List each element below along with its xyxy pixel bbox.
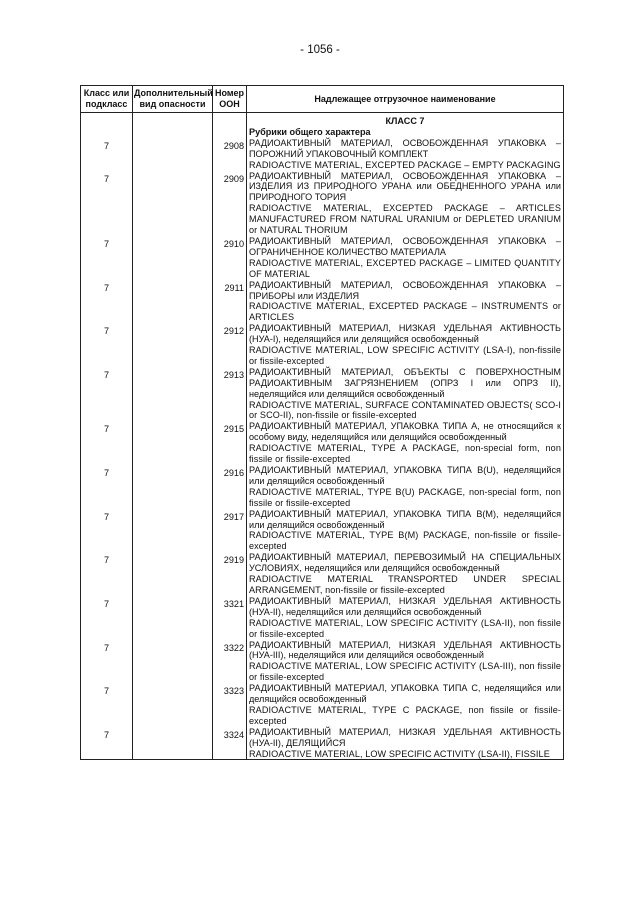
- shipping-name-ru: РАДИОАКТИВНЫЙ МАТЕРИАЛ, УПАКОВКА ТИПА А, не относящийся к особому виду, неделящийся или делящийся освобожденный: [249, 421, 561, 443]
- shipping-name-cell: [247, 367, 564, 422]
- un-number-cell: 2916: [213, 465, 247, 509]
- un-number-cell: 2913: [213, 367, 247, 422]
- shipping-name-ru: РАДИОАКТИВНЫЙ МАТЕРИАЛ, НИЗКАЯ УДЕЛЬНАЯ АКТИВНОСТЬ (НУА-II), ДЕЛЯЩИЙСЯ: [249, 726, 561, 748]
- class-cell: 7: [81, 138, 133, 171]
- un-number-cell: 2919: [213, 552, 247, 596]
- shipping-name-cell: [247, 323, 564, 367]
- un-number-cell: 2917: [213, 509, 247, 553]
- subsidiary-risk-cell: [133, 683, 213, 727]
- table-row: [81, 323, 564, 367]
- class-heading-row: [81, 113, 564, 138]
- class-cell: 7: [81, 280, 133, 324]
- shipping-name-ru: РАДИОАКТИВНЫЙ МАТЕРИАЛ, УПАКОВКА ТИПА С, неделящийся или делящийся освобожденный: [249, 683, 561, 705]
- shipping-name-ru: РАДИОАКТИВНЫЙ МАТЕРИАЛ, ОБЪЕКТЫ С ПОВЕРХНОСТНЫМ РАДИОАКТИВНЫМ ЗАГРЯЗНЕНИЕМ (ОПРЗ I или ОПРЗ II), неделящийся или делящийся освобожденный: [249, 366, 561, 399]
- page-number: - 1056 -: [300, 44, 340, 56]
- shipping-name-en: RADIOACTIVE MATERIAL, TYPE B(U) PACKAGE, non-special form, non fissile or fissile-excepted: [249, 486, 561, 508]
- shipping-name-cell: [247, 596, 564, 640]
- subsidiary-risk-cell: [133, 421, 213, 465]
- class-cell: 7: [81, 421, 133, 465]
- dangerous-goods-table: [80, 85, 564, 760]
- shipping-name-cell: [247, 509, 564, 553]
- table-row: [81, 236, 564, 280]
- shipping-name-en: RADIOACTIVE MATERIAL, LOW SPECIFIC ACTIVITY (LSA-II), non fissile or fissile-excepted: [249, 617, 561, 639]
- un-number-cell: 3321: [213, 596, 247, 640]
- shipping-name-ru: РАДИОАКТИВНЫЙ МАТЕРИАЛ, НИЗКАЯ УДЕЛЬНАЯ АКТИВНОСТЬ (НУА-III), неделящийся или делящийся освобожденный: [249, 639, 561, 661]
- shipping-name-en: RADIOACTIVE MATERIAL, EXCEPTED PACKAGE – EMPTY PACKAGING: [249, 159, 561, 170]
- shipping-name-en: RADIOACTIVE MATERIAL, TYPE B(M) PACKAGE, non-fissile or fissile-excepted: [249, 530, 561, 552]
- subsidiary-risk-cell: [133, 323, 213, 367]
- un-number-cell: 2908: [213, 138, 247, 171]
- subsidiary-risk-cell: [133, 727, 213, 760]
- shipping-name-cell: [247, 465, 564, 509]
- un-number-cell: 3324: [213, 727, 247, 760]
- shipping-name-cell: [247, 138, 564, 171]
- shipping-name-en: RADIOACTIVE MATERIAL, TYPE C PACKAGE, non fissile or fissile-excepted: [249, 704, 561, 726]
- shipping-name-ru: РАДИОАКТИВНЫЙ МАТЕРИАЛ, НИЗКАЯ УДЕЛЬНАЯ АКТИВНОСТЬ (НУА-II), неделящийся или делящийся освобожденный: [249, 595, 561, 617]
- shipping-name-ru: РАДИОАКТИВНЫЙ МАТЕРИАЛ, УПАКОВКА ТИПА В(U), неделящийся или делящийся освобожденный: [249, 465, 561, 486]
- subsidiary-risk-cell: [133, 280, 213, 324]
- table-row: [81, 509, 564, 553]
- class-cell: 7: [81, 727, 133, 760]
- shipping-name-cell: [247, 727, 564, 760]
- un-number-cell: 2910: [213, 236, 247, 280]
- table-row: [81, 683, 564, 727]
- un-number-cell: 3323: [213, 683, 247, 727]
- subsidiary-risk-cell: [133, 509, 213, 553]
- shipping-name-en: RADIOACTIVE MATERIAL, TYPE A PACKAGE, non-special form, non fissile or fissile-excepted: [249, 443, 561, 465]
- subsidiary-risk-cell: [133, 596, 213, 640]
- table-row: [81, 552, 564, 596]
- un-number-cell: 2911: [213, 280, 247, 324]
- shipping-name-en: RADIOACTIVE MATERIAL, LOW SPECIFIC ACTIVITY (LSA-III), non fissile or fissile-excepted: [249, 661, 561, 683]
- rubric-heading: Рубрики общего характера: [249, 126, 371, 137]
- shipping-name-en: RADIOACTIVE MATERIAL TRANSPORTED UNDER SPECIAL ARRANGEMENT, non-fissile or fissile-excepted: [249, 574, 561, 595]
- subsidiary-risk-cell: [133, 640, 213, 684]
- class-title: КЛАСС 7: [385, 116, 425, 126]
- subsidiary-risk-cell: [133, 138, 213, 171]
- shipping-name-cell: [247, 280, 564, 324]
- table-header-row: [81, 86, 564, 113]
- table-row: [81, 421, 564, 465]
- shipping-name-ru: РАДИОАКТИВНЫЙ МАТЕРИАЛ, ПЕРЕВОЗИМЫЙ НА СПЕЦИАЛЬНЫХ УСЛОВИЯХ, неделящийся или делящийся освобожденный: [249, 552, 561, 574]
- class-cell: 7: [81, 552, 133, 596]
- un-number-cell: 2912: [213, 323, 247, 367]
- class-cell: 7: [81, 236, 133, 280]
- subsidiary-risk-cell: [133, 367, 213, 422]
- shipping-name-ru: РАДИОАКТИВНЫЙ МАТЕРИАЛ, ОСВОБОЖДЕННАЯ УПАКОВКА – ОГРАНИЧЕННОЕ КОЛИЧЕСТВО МАТЕРИАЛА: [249, 235, 561, 257]
- class-cell: 7: [81, 323, 133, 367]
- shipping-name-ru: РАДИОАКТИВНЫЙ МАТЕРИАЛ, НИЗКАЯ УДЕЛЬНАЯ АКТИВНОСТЬ (НУА-I), неделящийся или делящийся освобожденный: [249, 323, 561, 345]
- un-number-cell: 2909: [213, 171, 247, 236]
- class-cell: 7: [81, 509, 133, 553]
- table-row: [81, 727, 564, 760]
- shipping-name-cell: [247, 236, 564, 280]
- shipping-name-en: RADIOACTIVE MATERIAL, LOW SPECIFIC ACTIVITY (LSA-II), FISSILE: [249, 748, 550, 759]
- shipping-name-en: RADIOACTIVE MATERIAL, SURFACE CONTAMINATED OBJECTS( SCO-I or SCO-II), non-fissile or fissile-excepted: [249, 399, 561, 421]
- class-cell: 7: [81, 367, 133, 422]
- shipping-name-en: RADIOACTIVE MATERIAL, LOW SPECIFIC ACTIVITY (LSA-I), non-fissile or fissile-excepted: [249, 345, 561, 366]
- shipping-name-cell: [247, 552, 564, 596]
- shipping-name-en: RADIOACTIVE MATERIAL, EXCEPTED PACKAGE – ARTICLES MANUFACTURED FROM NATURAL URANIUM or DEPLETED URANIUM or NATURAL THORIUM: [249, 203, 561, 236]
- shipping-name-en: RADIOACTIVE MATERIAL, EXCEPTED PACKAGE – INSTRUMENTS or ARTICLES: [249, 301, 561, 323]
- shipping-name-cell: [247, 421, 564, 465]
- table-row: [81, 138, 564, 171]
- shipping-name-cell: [247, 640, 564, 684]
- shipping-name-en: RADIOACTIVE MATERIAL, EXCEPTED PACKAGE – LIMITED QUANTITY OF MATERIAL: [249, 257, 561, 279]
- table-row: [81, 367, 564, 422]
- table-row: [81, 596, 564, 640]
- subsidiary-risk-cell: [133, 465, 213, 509]
- class-cell: 7: [81, 683, 133, 727]
- subsidiary-risk-cell: [133, 171, 213, 236]
- un-number-cell: 2915: [213, 421, 247, 465]
- class-cell: 7: [81, 171, 133, 236]
- table-row: [81, 640, 564, 684]
- class-cell: 7: [81, 596, 133, 640]
- table-row: [81, 171, 564, 236]
- table-row: [81, 280, 564, 324]
- shipping-name-cell: [247, 683, 564, 727]
- header-subsidiary-risk: Дополнительный вид опасности: [133, 86, 213, 113]
- header-shipping-name: Надлежащее отгрузочное наименование: [247, 86, 564, 113]
- header-un-number: Номер ООН: [213, 86, 247, 113]
- header-class: Класс или подкласс: [81, 86, 133, 113]
- shipping-name-ru: РАДИОАКТИВНЫЙ МАТЕРИАЛ, ОСВОБОЖДЕННАЯ УПАКОВКА – ПОРОЖНИЙ УПАКОВОЧНЫЙ КОМПЛЕКТ: [249, 137, 561, 159]
- shipping-name-ru: РАДИОАКТИВНЫЙ МАТЕРИАЛ, ОСВОБОЖДЕННАЯ УПАКОВКА – ПРИБОРЫ или ИЗДЕЛИЯ: [249, 279, 561, 301]
- un-number-cell: 3322: [213, 640, 247, 684]
- shipping-name-cell: [247, 171, 564, 236]
- class-cell: 7: [81, 465, 133, 509]
- table-row: [81, 465, 564, 509]
- subsidiary-risk-cell: [133, 236, 213, 280]
- shipping-name-ru: РАДИОАКТИВНЫЙ МАТЕРИАЛ, УПАКОВКА ТИПА В(М), неделящийся или делящийся освобожденный: [249, 508, 561, 530]
- subsidiary-risk-cell: [133, 552, 213, 596]
- shipping-name-ru: РАДИОАКТИВНЫЙ МАТЕРИАЛ, ОСВОБОЖДЕННАЯ УПАКОВКА – ИЗДЕЛИЯ ИЗ ПРИРОДНОГО УРАНА или ОБЕДНЕННОГО УРАНА или ПРИРОДНОГО ТОРИЯ: [249, 170, 561, 203]
- class-cell: 7: [81, 640, 133, 684]
